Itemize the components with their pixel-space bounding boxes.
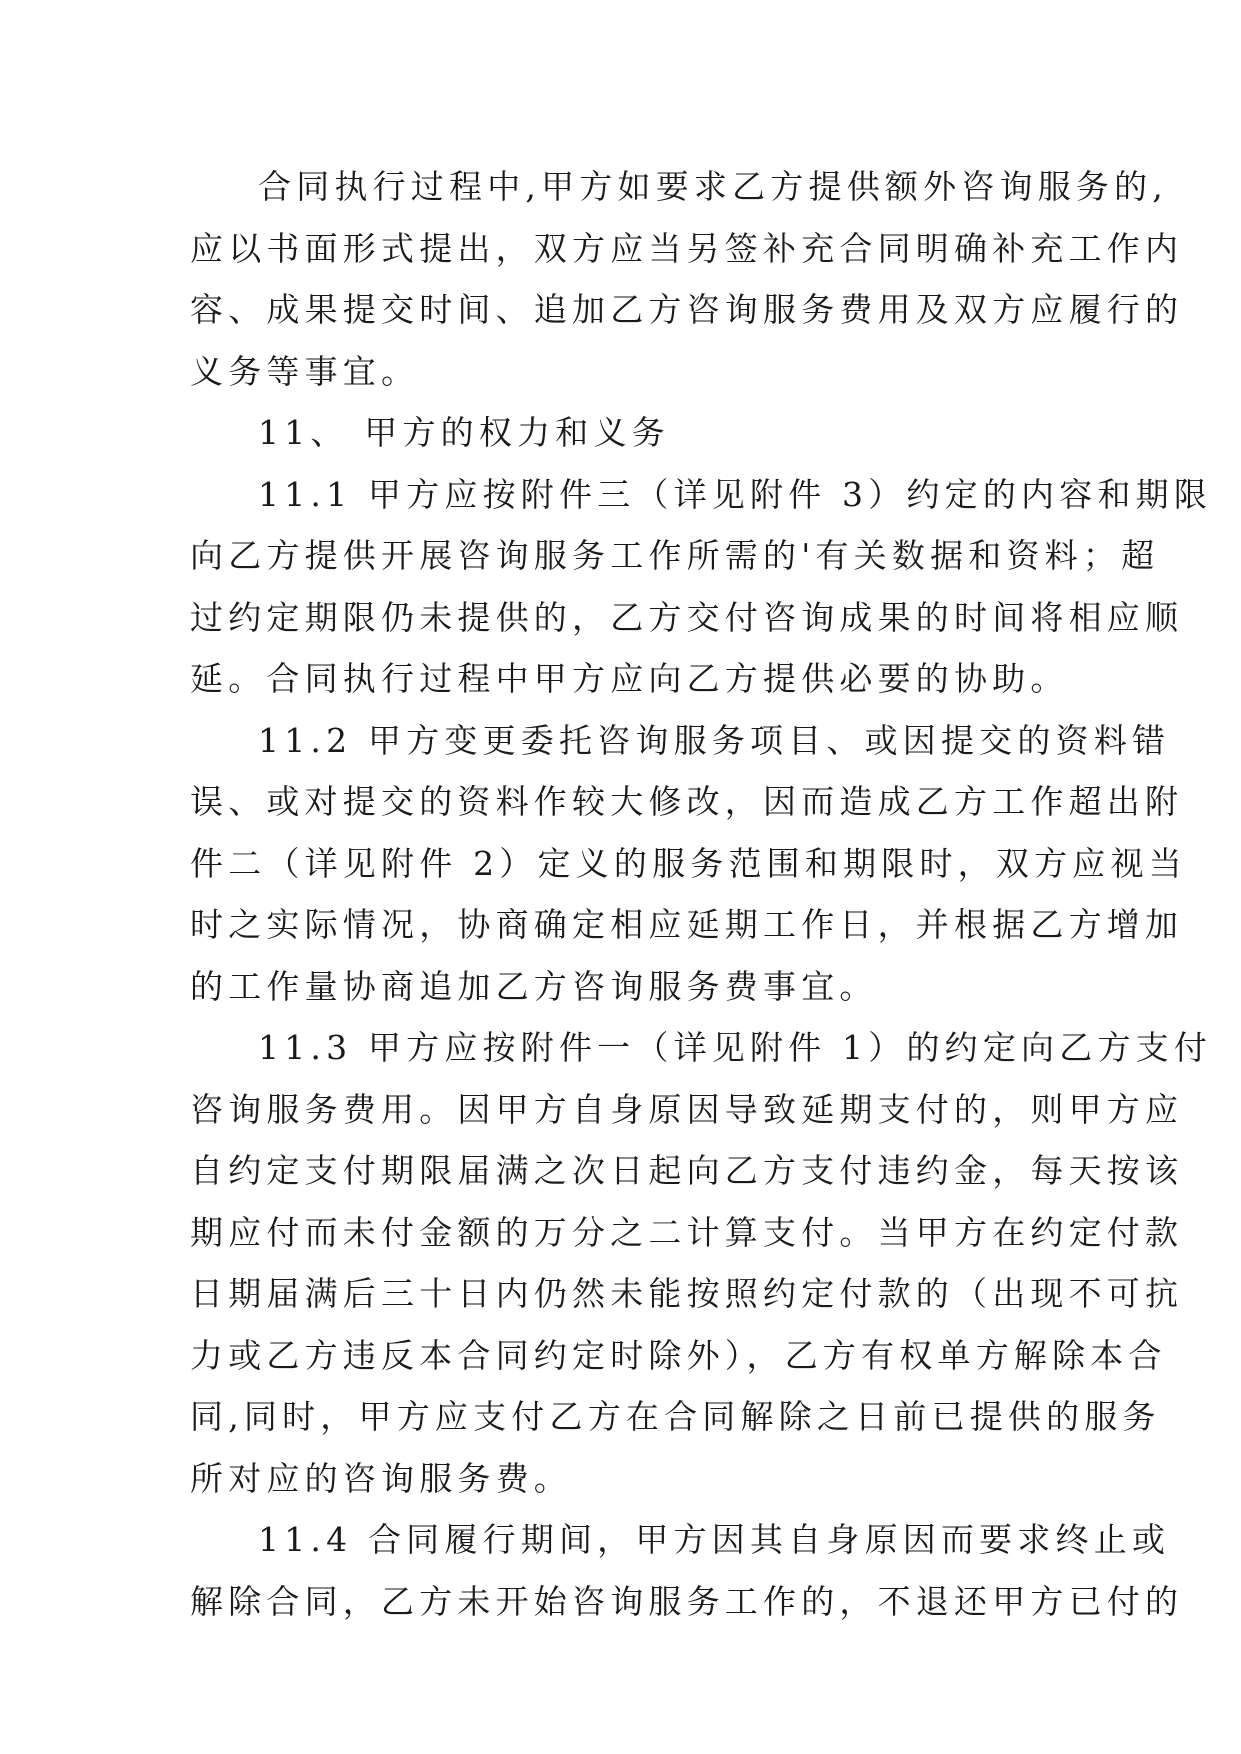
text-line: 11.2 甲方变更委托咨询服务项目、或因提交的资料错 (258, 720, 1171, 760)
section-heading-11 (190, 402, 1090, 464)
text-line: 义务等事宜。 (190, 351, 420, 391)
text-line: 合同执行过程中,甲方如要求乙方提供额外咨询服务的, (258, 167, 1168, 206)
text-line: 时之实际情况，协商确定相应延期工作日，并根据乙方增加 (190, 905, 1184, 944)
text-line: 延。合同执行过程中甲方应向乙方提供必要的协助。 (190, 659, 1069, 698)
text-line: 所对应的咨询服务费。 (190, 1458, 572, 1498)
text-line: 日期届满后三十日内仍然未能按照约定付款的（出现不可抗 (190, 1274, 1184, 1313)
paragraph-section-11-2 (190, 710, 1187, 1018)
text-line: 应以书面形式提出，双方应当另签补充合同明确补充工作内 (190, 228, 1184, 268)
text-line: 向乙方提供开展咨询服务工作所需的'有关数据和资料；超 (190, 536, 1160, 575)
paragraph-section-11-3 (190, 1017, 1213, 1509)
text-line: 自约定支付期限届满之次日起向乙方支付违约金，每天按该 (190, 1151, 1184, 1190)
paragraph-section-11-1 (190, 464, 1213, 710)
text-line: 期应付而未付金额的万分之二计算支付。当甲方在约定付款 (190, 1212, 1184, 1252)
text-line: 11.1 甲方应按附件三（详见附件 3）约定的内容和期限 (258, 474, 1213, 514)
text-line: 件二（详见附件 2）定义的服务范围和期限时，双方应视当 (190, 843, 1187, 883)
paragraph-extra-services (190, 156, 1184, 402)
section-heading-text: 11、 甲方的权力和义务 (258, 413, 670, 452)
text-line: 解除合同，乙方未开始咨询服务工作的，不退还甲方已付的 (190, 1581, 1184, 1621)
text-line: 过约定期限仍未提供的，乙方交付咨询成果的时间将相应顺 (190, 597, 1184, 637)
document-body (190, 156, 1213, 1632)
paragraph-section-11-4 (190, 1509, 1184, 1632)
text-line: 11.4 合同履行期间，甲方因其自身原因而要求终止或 (258, 1520, 1171, 1559)
text-line: 误、或对提交的资料作较大修改，因而造成乙方工作超出附 (190, 782, 1184, 821)
text-line: 11.3 甲方应按附件一（详见附件 1）的约定向乙方支付 (258, 1028, 1213, 1067)
text-line: 的工作量协商追加乙方咨询服务费事宜。 (190, 966, 878, 1006)
text-line: 咨询服务费用。因甲方自身原因导致延期支付的，则甲方应 (190, 1089, 1184, 1129)
text-line: 同,同时，甲方应支付乙方在合同解除之日前已提供的服务 (190, 1397, 1161, 1436)
text-line: 容、成果提交时间、追加乙方咨询服务费用及双方应履行的 (190, 290, 1184, 329)
text-line: 力或乙方违反本合同约定时除外），乙方有权单方解除本合 (190, 1335, 1167, 1375)
